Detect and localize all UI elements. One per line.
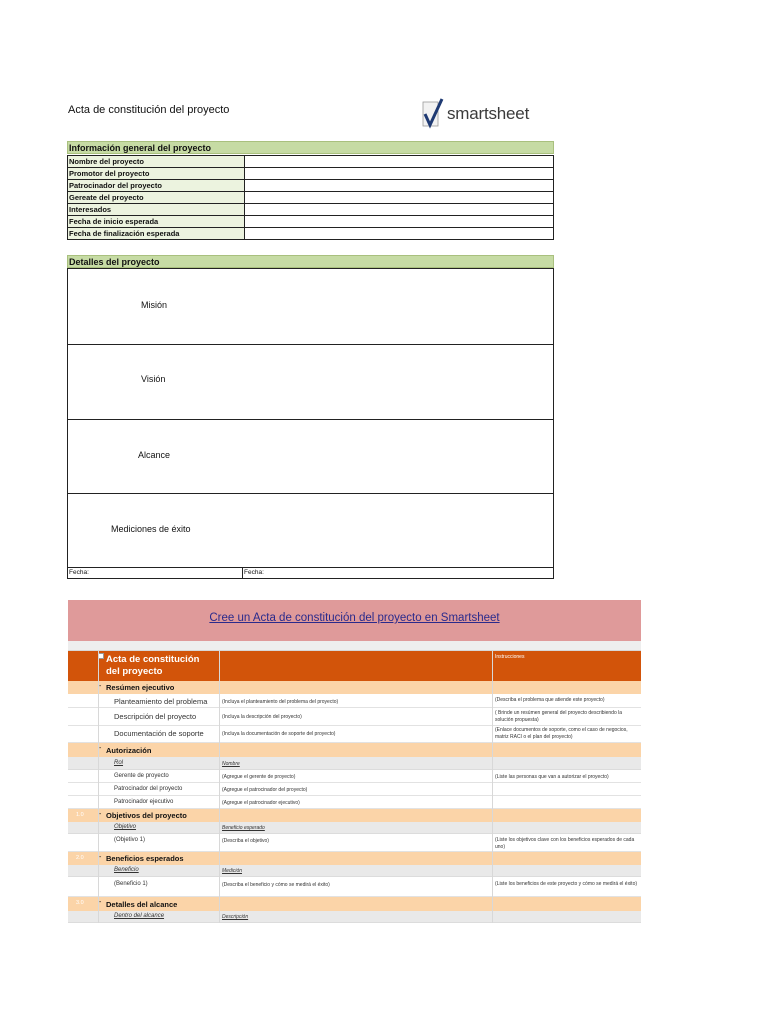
table-row[interactable]	[68, 694, 641, 708]
logo-wordmark: smartsheet	[447, 104, 530, 123]
column-header-row	[68, 757, 641, 770]
row-value-field[interactable]	[245, 216, 554, 228]
col-header: Medición	[222, 868, 243, 874]
smartsheet-banner	[68, 600, 641, 641]
row-instr: (Liste los beneficios de este proyecto y cómo se medirá el éxito)	[495, 881, 638, 887]
vision-label: Visión	[141, 374, 166, 384]
row-name: (Objetivo 1)	[114, 837, 146, 843]
section-name: Resúmen ejecutivo	[106, 683, 175, 692]
section-name: Beneficios esperados	[106, 854, 184, 863]
sheet-title-line1: Acta de constitución	[106, 654, 200, 665]
grid-line	[98, 651, 102, 923]
grid-header-strip	[68, 641, 641, 651]
row-desc: (Agregue el patrocinador del proyecto)	[222, 787, 308, 793]
success-metrics-field[interactable]	[68, 494, 553, 568]
row-label: Fecha de finalización esperada	[68, 228, 245, 240]
row-number: 1.0	[76, 812, 84, 818]
table-row	[68, 168, 554, 180]
smartsheet-preview	[68, 641, 641, 923]
col-header: Rol	[114, 760, 124, 766]
scope-label: Alcance	[138, 450, 171, 460]
section-row-alcance[interactable]	[68, 897, 641, 911]
table-row[interactable]	[68, 783, 641, 796]
table-row	[68, 228, 554, 240]
date-label-right[interactable]: Fecha:	[244, 569, 264, 576]
row-instr: (Enlace documentos de soporte, como el caso de negocios, matriz RACI o el plan del proyecto)	[495, 727, 628, 740]
row-name: Descripción del proyecto	[114, 712, 197, 721]
sheet-title	[106, 654, 199, 678]
section-row-objetivos[interactable]	[68, 809, 641, 822]
table-row	[68, 216, 554, 228]
grid-line	[219, 651, 220, 923]
row-desc: (Describa el beneficio y cómo se medirá el éxito)	[222, 882, 330, 888]
column-header-row	[68, 865, 641, 877]
row-desc: (Incluya el planteamiento del problema del proyecto)	[222, 699, 339, 705]
section-name: Detalles del alcance	[106, 900, 178, 909]
collapse-icon[interactable]: -	[99, 683, 102, 690]
section-row-autorizacion[interactable]	[68, 743, 641, 757]
row-instr: (Liste los objetivos clave con los beneficios esperados de cada uno)	[495, 837, 635, 850]
row-name: Planteamiento del problema	[114, 697, 208, 706]
checkmark-logo-icon	[422, 98, 444, 130]
table-row[interactable]	[68, 726, 641, 743]
row-desc: (Incluya la descripción del proyecto)	[222, 714, 302, 720]
table-row	[68, 192, 554, 204]
date-divider	[242, 568, 243, 578]
row-label: Patrocinador del proyecto	[68, 180, 245, 192]
row-label: Fecha de inicio esperada	[68, 216, 245, 228]
grid-line	[492, 651, 493, 923]
project-details-heading: Detalles del proyecto	[67, 255, 554, 268]
row-instr: (Describa el problema que atiende este proyecto)	[495, 697, 605, 703]
mission-field[interactable]	[68, 269, 553, 345]
document-title: Acta de constitución del proyecto	[68, 104, 230, 116]
row-value-field[interactable]	[245, 204, 554, 216]
table-row	[68, 204, 554, 216]
row-value-field[interactable]	[245, 192, 554, 204]
section-name: Objetivos del proyecto	[106, 811, 187, 820]
col-header: Beneficio esperado	[222, 825, 265, 831]
row-value-field[interactable]	[245, 228, 554, 240]
table-row[interactable]	[68, 834, 641, 852]
sheet-title-line2: del proyecto	[106, 666, 163, 677]
mission-label: Misión	[141, 300, 168, 310]
table-row[interactable]	[68, 708, 641, 726]
table-row	[68, 180, 554, 192]
collapse-icon[interactable]: -	[99, 854, 102, 861]
section-row-beneficios[interactable]	[68, 852, 641, 865]
col-header: Beneficio	[114, 867, 139, 873]
scope-field[interactable]	[68, 420, 553, 494]
row-desc: (Incluya la documentación de soporte del proyecto)	[222, 731, 336, 737]
row-desc: (Agregue el patrocinador ejecutivo)	[222, 800, 300, 806]
row-label: Interesados	[68, 204, 245, 216]
general-info-heading: Información general del proyecto	[67, 141, 554, 154]
row-name: Patrocinador ejecutivo	[114, 799, 174, 805]
row-label: Gereate del proyecto	[68, 192, 245, 204]
collapse-icon[interactable]: -	[99, 745, 102, 752]
success-metrics-label: Mediciones de éxito	[111, 524, 191, 534]
row-name: (Beneficio 1)	[114, 881, 148, 887]
row-number: 2.0	[76, 855, 84, 861]
smartsheet-logo	[422, 98, 552, 132]
table-row[interactable]	[68, 877, 641, 897]
table-row	[68, 156, 554, 168]
collapse-icon[interactable]: -	[99, 811, 102, 818]
create-in-smartsheet-link[interactable]: Cree un Acta de constitución del proyecto en Smartsheet	[209, 612, 500, 624]
section-row-resumen[interactable]	[68, 681, 641, 694]
row-name: Patrocinador del proyecto	[114, 786, 183, 792]
row-value-field[interactable]	[245, 168, 554, 180]
section-name: Autorización	[106, 746, 152, 755]
row-value-field[interactable]	[245, 156, 554, 168]
col-header: Nombre	[222, 761, 240, 767]
collapse-icon[interactable]: -	[99, 899, 102, 906]
row-desc: (Describa el objetivo)	[222, 838, 269, 844]
row-value-field[interactable]	[245, 180, 554, 192]
column-header-row	[68, 822, 641, 834]
vision-field[interactable]	[68, 345, 553, 420]
row-instr: (Liste las personas que van a autorizar el proyecto)	[495, 774, 609, 780]
row-label: Promotor del proyecto	[68, 168, 245, 180]
col-header: Dentro del alcance	[114, 913, 165, 919]
general-info-table	[67, 155, 554, 240]
date-label-left[interactable]: Fecha:	[69, 569, 89, 576]
sheet-header-row	[68, 651, 641, 681]
row-name: Gerente de proyecto	[114, 773, 169, 779]
row-desc: (Agregue el gerente de proyecto)	[222, 774, 296, 780]
column-header-row	[68, 911, 641, 923]
row-label: Nombre del proyecto	[68, 156, 245, 168]
table-row[interactable]	[68, 796, 641, 809]
col-header: Objetivo	[114, 824, 137, 830]
col-header: Descripción	[222, 914, 249, 920]
row-number: 3.0	[76, 900, 84, 906]
instructions-header: Instrucciones	[495, 654, 525, 660]
table-row[interactable]	[68, 770, 641, 783]
project-details-box	[67, 268, 554, 579]
row-instr: ( Brinde un resúmen general del proyecto describiendo la solución propuesta)	[495, 710, 623, 723]
row-name: Documentación de soporte	[114, 729, 204, 738]
